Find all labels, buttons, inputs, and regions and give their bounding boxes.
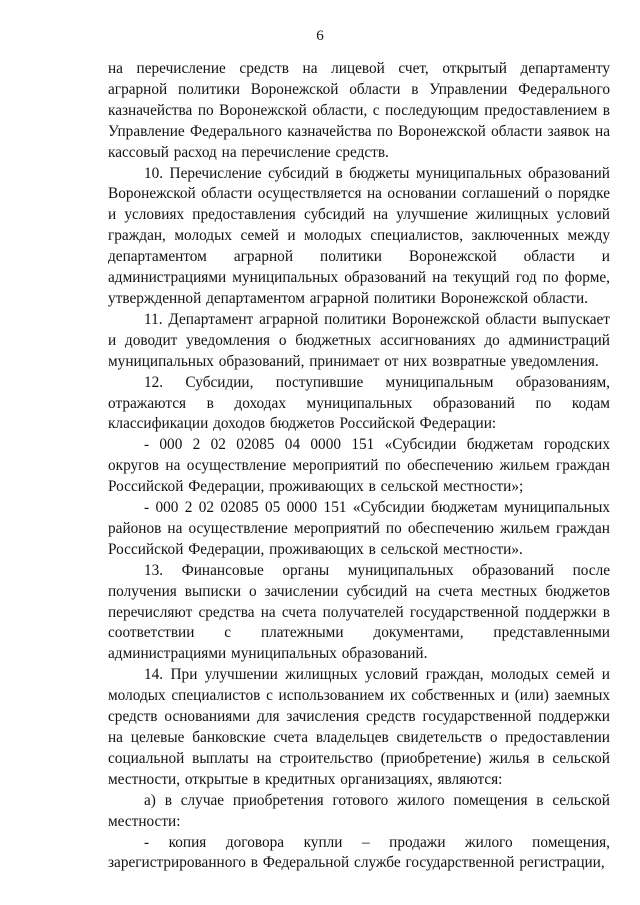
paragraph-11: 11. Департамент аграрной политики Воронежской области выпускает и доводит уведомления о бюджетных ассигнованиях до администраций муниципальных образований, принимает от них возвратные уведомления.	[108, 310, 610, 370]
paragraph-10: 10. Перечисление субсидий в бюджеты муниципальных образований Воронежской области осуществляется на основании соглашений о порядке и условиях предоставления субсидий на улучшение жилищных условий граждан, молодых семей и молодых специалистов, заключенных между департаментом аграрной политики Воронежской области и администрациями муниципальных образований на текущий год по форме, утвержденной департаментом аграрной политики Воронежской области.	[108, 164, 610, 307]
paragraph-continuation: на перечисление средств на лицевой счет, открытый департаменту аграрной политики Воронежской области в Управлении Федерального казначейства по Воронежской области, с последующим предоставлением в Управление Федерального казначейства по Воронежской области заявок на кассовый расход на перечисление средств.	[108, 60, 610, 161]
budget-code-item-2: - 000 2 02 02085 05 0000 151 «Субсидии бюджетам муниципальных районов на осуществление мероприятий по обеспечению жильем граждан Российской Федерации, проживающих в сельской местности».	[108, 499, 610, 558]
budget-code-item-1: - 000 2 02 02085 04 0000 151 «Субсидии бюджетам городских округов на осуществление мероприятий по обеспечению жильем граждан Российской Федерации, проживающих в сельской местности»;	[108, 436, 610, 496]
paragraph-12: 12. Субсидии, поступившие муниципальным образованиям, отражаются в доходах муниципальных образований по кодам классификации доходов бюджетов Российской Федерации:	[108, 373, 610, 433]
page-number: 6	[316, 28, 324, 44]
document-body	[108, 59, 610, 874]
subitem-a: а) в случае приобретения готового жилого помещения в сельской местности:	[108, 791, 610, 830]
document-list-item-1: - копия договора купли – продажи жилого помещения, зарегистрированного в Федеральной службе государственной регистрации,	[108, 833, 610, 872]
paragraph-14: 14. При улучшении жилищных условий граждан, молодых семей и молодых специалистов с использованием их собственных и (или) заемных средств основаниями для зачисления средств государственной поддержки на целевые банковские счета владельцев свидетельств о предоставлении социальной выплаты на строительство (приобретение) жилья в сельской местности, открытые в кредитных организациях, являются:	[108, 666, 610, 788]
paragraph-13: 13. Финансовые органы муниципальных образований после получения выписки о зачислении субсидий на счета местных бюджетов перечисляют средства на счета получателей государственной поддержки в соответствии с платежными документами, представленными администрациями муниципальных образований.	[108, 561, 610, 663]
